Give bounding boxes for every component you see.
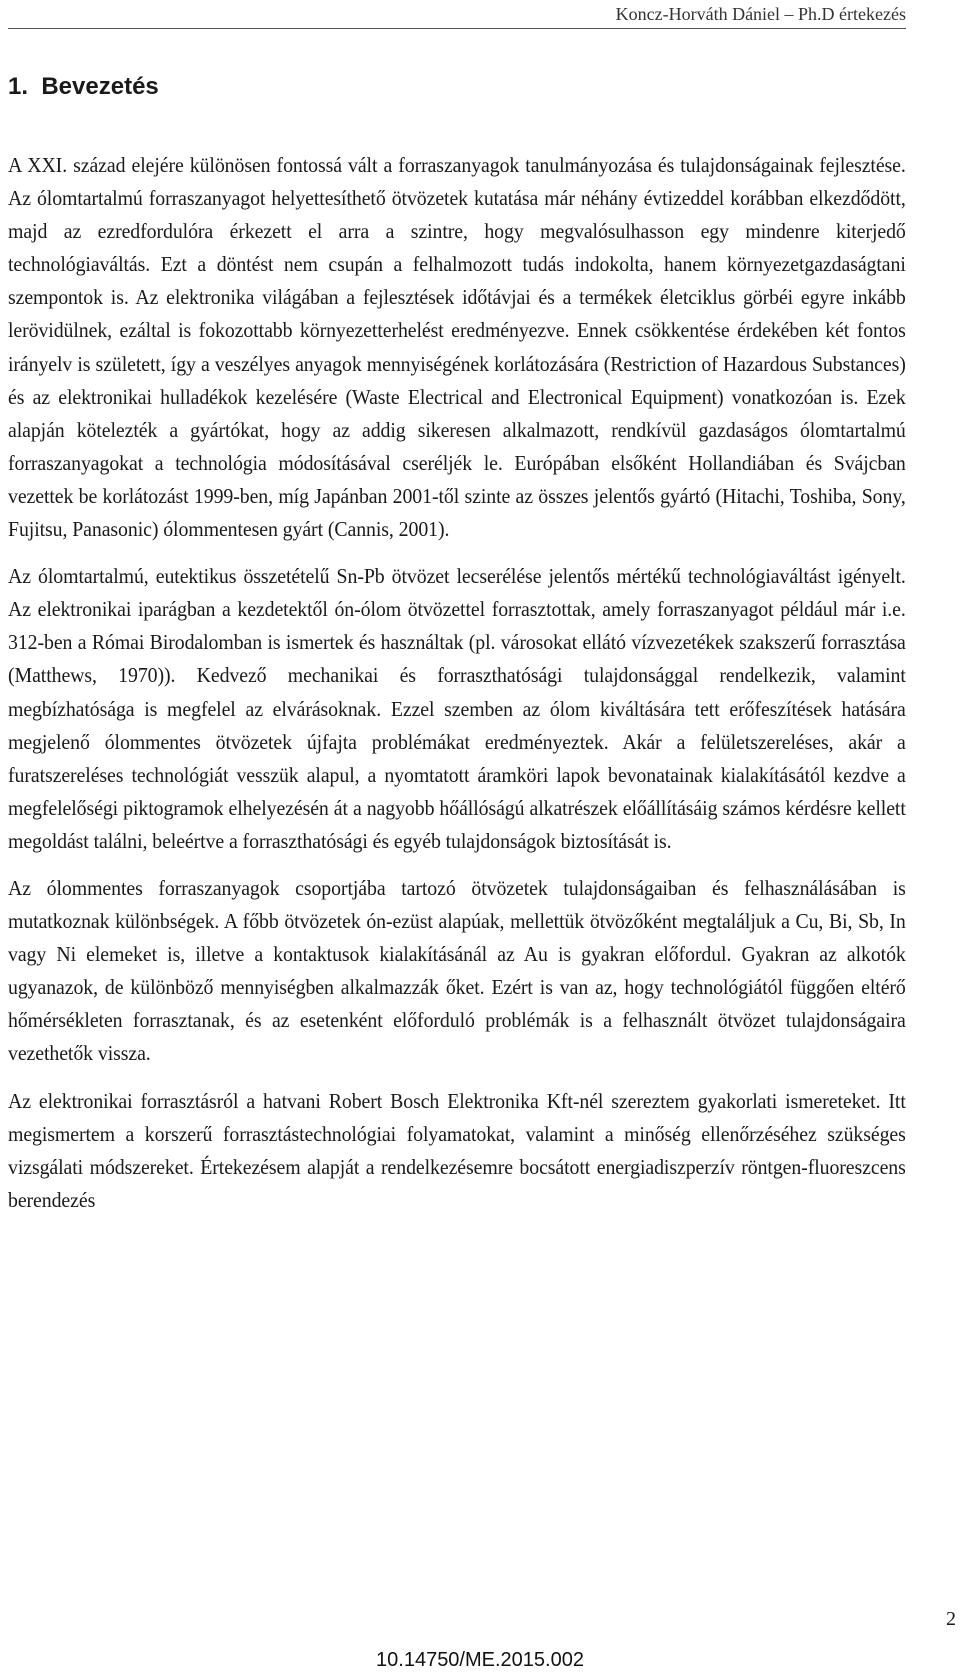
header-divider: [8, 28, 906, 29]
doi-footer: 10.14750/ME.2015.002: [376, 1649, 584, 1671]
paragraph-3: Az ólommentes forraszanyagok csoportjába tartozó ötvözetek tulajdonságaiban és felhasználásában is mutatkoznak különbségek. A főbb ötvözetek ón-ezüst alapúak, mellettük ötvözőként megtaláljuk a Cu, Bi, Sb, In vagy Ni elemeket is, illetve a kontaktusok kialakításánál az Au is gyakran előfordul. Gyakran az alkotók ugyanazok, de különböző mennyiségben alkalmazzák őket. Ezért is van az, hogy technológiától függően eltérő hőmérsékleten forrasztanak, és az esetenként előforduló problémák is a felhasznált ötvözet tulajdonságaira vezethetők vissza.: [8, 875, 906, 1066]
paragraph-2: Az ólomtartalmú, eutektikus összetételű Sn-Pb ötvözet lecserélése jelentős mértékű technológiaváltást igényelt. Az elektronikai iparágban a kezdetektől ón-ólom ötvözettel forrasztottak, amely forraszanyagot például már i.e. 312-ben a Római Birodalomban is ismertek és használtak (pl. városokat ellátó vízvezetékek szakszerű forrasztása (Matthews, 1970)). Kedvező mechanikai és forraszthatósági tulajdonsággal rendelkezik, valamint megbízhatósága is megfelel az elvárásoknak. Ezzel szemben az ólom kiváltására tett erőfeszítések hatására megjelenő ólommentes ötvözetek újfajta problémákat eredményeztek. Akár a felületszereléses, akár a furatszereléses technológiát vesszük alapul, a nyomtatott áramköri lapok bevonatainak kialakításától kezdve a megfelelőségi piktogramok elhelyezésén át a nagyobb hőállóságú alkatrészek előállításáig számos kérdésre kellett megoldást találni, beleértve a forraszthatósági és egyéb tulajdonságok biztosítását is.: [8, 564, 906, 853]
paragraph-1: A XXI. század elejére különösen fontossá vált a forraszanyagok tanulmányozása és tulajdonságainak fejlesztése. Az ólomtartalmú forraszanyagot helyettesíthető ötvözetek kutatása már néhány évtizeddel korábban elkezdődött, majd az ezredfordulóra érkezett el arra a szintre, hogy megvalósulhasson egy mindenre kiterjedő technológiaváltás. Ezt a döntést nem csupán a felhalmozott tudás indokolta, hanem környezetgazdaságtani szempontok is. Az elektronika világában a fejlesztések időtávjai és a termékek életciklus görbéi egyre inkább lerövidülnek, ezáltal is fokozottabb környezetterhelést eredményezve. Ennek csökkentése érdekében két fontos irányelv is született, így a veszélyes anyagok mennyiségének korlátozására (Restriction of Hazardous Substances) és az elektronikai hulladékok kezelésére (Waste Electrical and Electronical Equipment) vonatkozóan is. Ezek alapján kötelezték a gyártókat, hogy az addig sikeresen alkalmazott, rendkívül gazdaságos ólomtartalmú forraszanyagokat a technológia módosításával cseréljék le. Európában elsőként Hollandiában és Svájcban vezettek be korlátozást 1999-ben, míg Japánban 2001-től szinte az összes jelentős gyártó (Hitachi, Toshiba, Sony, Fujitsu, Panasonic) ólommentesen gyárt (Cannis, 2001).: [8, 153, 906, 542]
paragraph-4: Az elektronikai forrasztásról a hatvani Robert Bosch Elektronika Kft-nél szereztem gyakorlati ismereteket. Itt megismertem a korszerű forrasztástechnológiai folyamatokat, valamint a minőség ellenőrzéséhez szükséges vizsgálati módszereket. Értekezésem alapját a rendelkezésemre bocsátott energiadiszperzív röntgen-fluoreszcens berendezés: [8, 1088, 906, 1212]
running-header: Koncz-Horváth Dániel – Ph.D értekezés: [615, 4, 906, 24]
page-number: 2: [946, 1608, 956, 1630]
chapter-title: 1. Bevezetés: [8, 73, 159, 100]
body-text: [8, 149, 906, 1231]
